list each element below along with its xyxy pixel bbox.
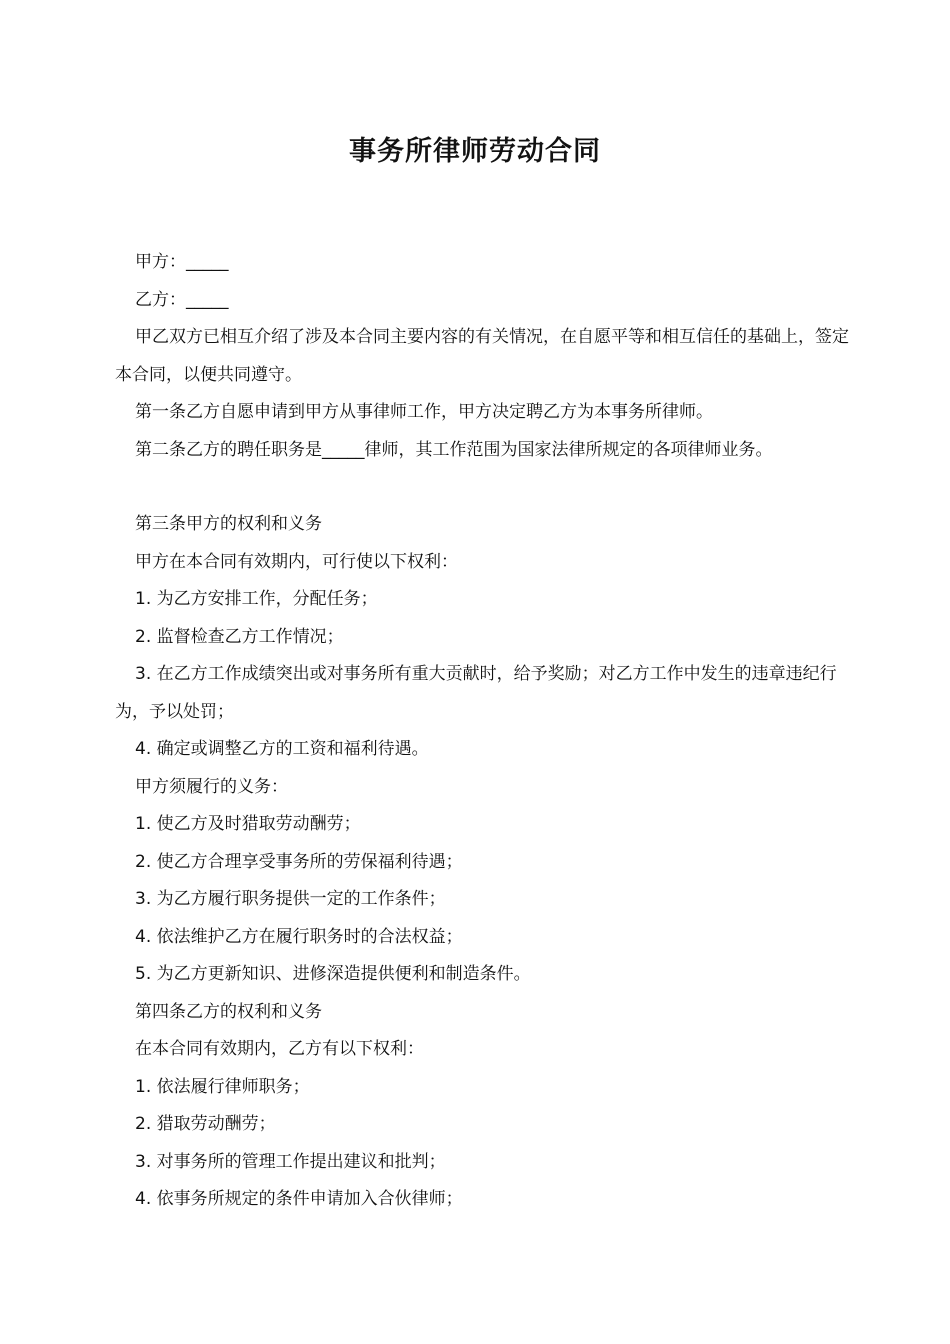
article-1: 第一条乙方自愿申请到甲方从事律师工作，甲方决定聘乙方为本事务所律师。 — [135, 402, 713, 422]
article-4-heading: 第四条乙方的权利和义务 — [135, 1001, 322, 1022]
list-item: 5. 为乙方更新知识、进修深造提供便利和制造条件。 — [135, 964, 531, 984]
article-2: 第二条乙方的聘任职务是_____律师，其工作范围为国家法律所规定的各项律师业务。 — [135, 439, 773, 460]
list-item: 4. 依事务所规定的条件申请加入合伙律师； — [135, 1189, 463, 1209]
list-item: 2. 使乙方合理享受事务所的劳保福利待遇； — [135, 851, 463, 872]
document-title: 事务所律师劳动合同 — [349, 136, 601, 167]
list-item: 2. 监督检查乙方工作情况； — [135, 626, 344, 647]
list-item: 4. 确定或调整乙方的工资和福利待遇。 — [135, 739, 429, 759]
party-b-rights-intro: 在本合同有效期内，乙方有以下权利： — [135, 1039, 424, 1059]
party-a-rights-intro: 甲方在本合同有效期内，可行使以下权利： — [135, 551, 458, 572]
preamble-paragraph: 甲乙双方已相互介绍了涉及本合同主要内容的有关情况，在自愿平等和相互信任的基础上，签定本合同，以便共同遵守。 — [115, 327, 849, 385]
list-item: 3. 对事务所的管理工作提出建议和批判； — [135, 1151, 446, 1172]
document-body — [115, 244, 850, 1219]
blank-line — [115, 469, 850, 506]
list-item: 4. 依法维护乙方在履行职务时的合法权益； — [135, 926, 463, 947]
list-item: 1. 依法履行律师职务； — [135, 1076, 310, 1097]
list-item: 1. 为乙方安排工作，分配任务； — [135, 589, 378, 609]
party-b-line: 乙方：_____ — [135, 289, 229, 310]
list-item: 3. 为乙方履行职务提供一定的工作条件； — [135, 889, 446, 909]
article-3-heading: 第三条甲方的权利和义务 — [135, 514, 322, 534]
list-item: 3. 在乙方工作成绩突出或对事务所有重大贡献时，给予奖励；对乙方工作中发生的违章违纪行为，予以处罚； — [115, 664, 837, 722]
party-a-line: 甲方：_____ — [135, 252, 229, 272]
list-item: 2. 猎取劳动酬劳； — [135, 1114, 276, 1134]
list-item: 1. 使乙方及时猎取劳动酬劳； — [135, 814, 361, 834]
party-a-duties-intro: 甲方须履行的义务： — [135, 776, 288, 797]
